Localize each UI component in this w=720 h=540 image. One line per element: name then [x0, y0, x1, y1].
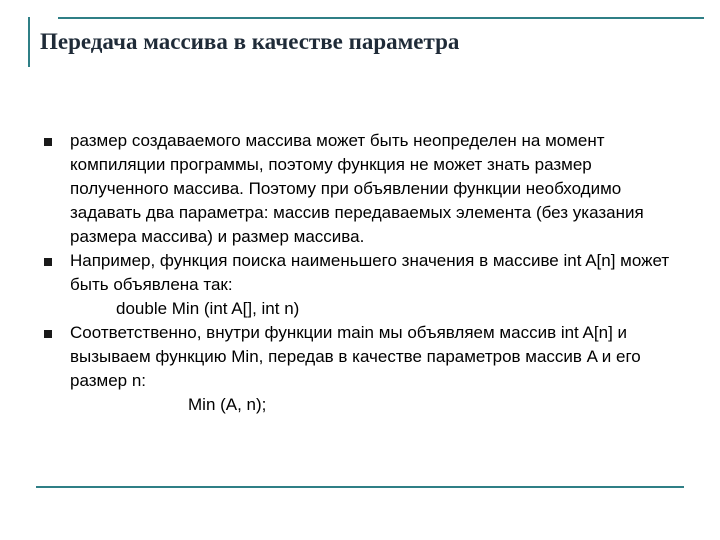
title-left-rule: [28, 17, 30, 67]
title-top-rule: [58, 17, 704, 19]
bullet-list: [44, 129, 694, 417]
square-bullet-icon: [44, 330, 52, 338]
slide-title: Передача массива в качестве параметра: [40, 29, 460, 54]
square-bullet-icon: [44, 258, 52, 266]
square-bullet-icon: [44, 138, 52, 146]
bullet-item: [44, 129, 694, 249]
bullet-item: [44, 321, 694, 417]
code-line: double Min (int A[], int n): [116, 299, 300, 318]
bottom-rule: [36, 486, 684, 488]
bullet-text: Соответственно, внутри функции main мы объявляем массив int A[n] и вызываем функцию Min, передав в качестве параметров массив A и его размер n:: [70, 323, 641, 390]
bullet-item: [44, 249, 694, 321]
code-line: Min (A, n);: [188, 395, 267, 414]
bullet-text: Например, функция поиска наименьшего значения в массиве int A[n] может быть объявлена так:: [70, 251, 670, 294]
bullet-text: размер создаваемого массива может быть неопределен на момент компиляции программы, поэтому функция не может знать размер полученного массива. Поэтому при объявлении функции необходимо задавать два параметра: массив передаваемых элемента (без указания размера массива) и размер массива.: [70, 131, 644, 246]
